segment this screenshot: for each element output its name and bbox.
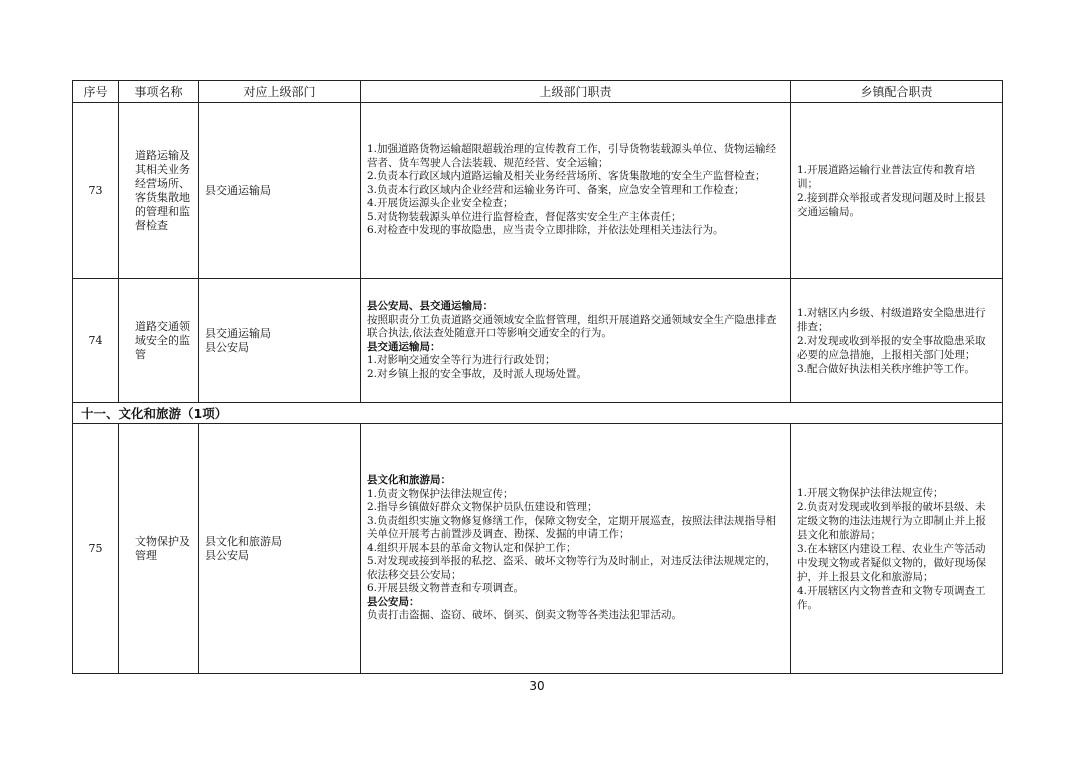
superior-dept [199,424,361,674]
dept-line: 县文化和旅游局 [205,534,282,548]
duty-line: 3.负责本行政区域内企业经营和运输业务许可、备案，应急安全管理和工作检查； [367,183,745,196]
header-town-duty: 乡镇配合职责 [791,81,1003,103]
page-number: 30 [529,679,545,693]
superior-duty [361,424,791,674]
duty-heading: 县交通运输局： [367,340,441,353]
row-number: 75 [73,424,119,674]
duty-line: 2.指导乡镇做好群众文物保护员队伍建设和管理； [367,501,598,514]
town-duty-line: 1.开展道路运输行业普法宣传和教育培训； [797,163,976,190]
superior-dept [199,103,361,279]
town-duty-line: 4.开展辖区内文物普查和文物专项调查工作。 [797,584,986,611]
town-duty [791,103,1003,279]
header-no: 序号 [73,81,119,103]
dept-line: 县交通运输局 [205,183,271,197]
duty-line: 负责打击盗掘、盗窃、破坏、倒买、倒卖文物等各类违法犯罪活动。 [367,609,682,622]
duty-line: 1.加强道路货物运输超限超载治理的宣传教育工作，引导货物装载源头单位、货物运输经营者、货车驾驶人合法装载、规范经营、安全运输； [367,143,777,169]
header-item-name: 事项名称 [119,81,199,103]
table-row [73,424,1003,674]
dept-line: 县交通运输局 [205,326,271,340]
duty-line: 1.对影响交通安全等行为进行行政处罚； [367,354,556,366]
duty-line: 5.对发现或接到举报的私挖、盗采、破坏文物等行为及时制止，对违反法律法规规定的，依法移交县公安局； [367,555,777,581]
row-number: 73 [73,103,119,279]
town-duty-line: 3.配合做好执法相关秩序维护等工作。 [797,362,976,375]
duty-line: 3.负责组织实施文物修复修缮工作，保障文物安全，定期开展巡查，按照法律法规指导相关单位开展考古前置涉及调查、勘探、发掘的申请工作； [367,514,777,541]
header-row [73,81,1003,103]
item-name: 文物保护及管理 [119,424,199,674]
item-name: 道路交通领域安全的监管 [119,279,199,403]
section-title: 十一、文化和旅游（1项） [73,403,1003,424]
duty-line: 5.对货物装载源头单位进行监督检查，督促落实安全生产主体责任； [367,210,682,223]
table-row [73,279,1003,403]
responsibility-table [72,80,1003,674]
duty-line: 6.对检查中发现的事故隐患，应当责令立即排除，并依法处理相关违法行为。 [367,224,724,237]
town-duty-line: 2.负责对发现或收到举报的破坏县级、未定级文物的违法违规行为立即制止并上报县文化和旅游局； [797,500,986,541]
duty-line: 4.开展货运源头企业安全检查； [367,197,514,210]
duty-heading: 县文化和旅游局： [367,474,451,487]
town-duty-line: 3.在本辖区内建设工程、农业生产等活动中发现文物或者疑似文物的，做好现场保护，并上报县文化和旅游局； [797,542,986,583]
duty-line: 按照职责分工负责道路交通领域安全监督管理，组织开展道路交通领域安全生产隐患排查联合执法,依法查处随意开口等影响交通安全的行为。 [367,313,777,339]
duty-heading: 县公安局： [367,595,420,608]
header-superior-duty: 上级部门职责 [361,81,791,103]
row-number: 74 [73,279,119,403]
duty-heading: 县公安局、县交通运输局： [367,300,493,312]
duty-line: 1.负责文物保护法律法规宣传； [367,487,514,500]
town-duty [791,279,1003,403]
superior-duty [361,279,791,403]
town-duty [791,424,1003,674]
superior-dept [199,279,361,403]
header-superior-dept: 对应上级部门 [199,81,361,103]
table-row [73,103,1003,279]
dept-line: 县公安局 [205,340,249,354]
town-duty-line: 1.开展文物保护法律法规宣传； [797,486,944,499]
town-duty-line: 2.接到群众举报或者发现问题及时上报县交通运输局。 [797,191,986,218]
duty-line: 2.对乡镇上报的安全事故，及时派人现场处置。 [367,367,588,380]
duty-line: 2.负责本行政区域内道路运输及相关业务经营场所、客货集散地的安全生产监督检查； [367,170,766,183]
town-duty-line: 2.对发现或收到举报的安全事故隐患采取必要的应急措施，上报相关部门处理； [797,334,986,361]
superior-duty [361,103,791,279]
town-duty-line: 1.对辖区内乡级、村级道路安全隐患进行排查； [797,306,986,333]
duty-line: 6.开展县级文物普查和专项调查。 [367,582,525,595]
dept-line: 县公安局 [205,548,249,562]
section-row [73,403,1003,424]
item-name: 道路运输及其相关业务经营场所、客货集散地的管理和监督检查 [119,103,199,279]
duty-line: 4.组织开展本县的革命文物认定和保护工作； [367,541,577,554]
